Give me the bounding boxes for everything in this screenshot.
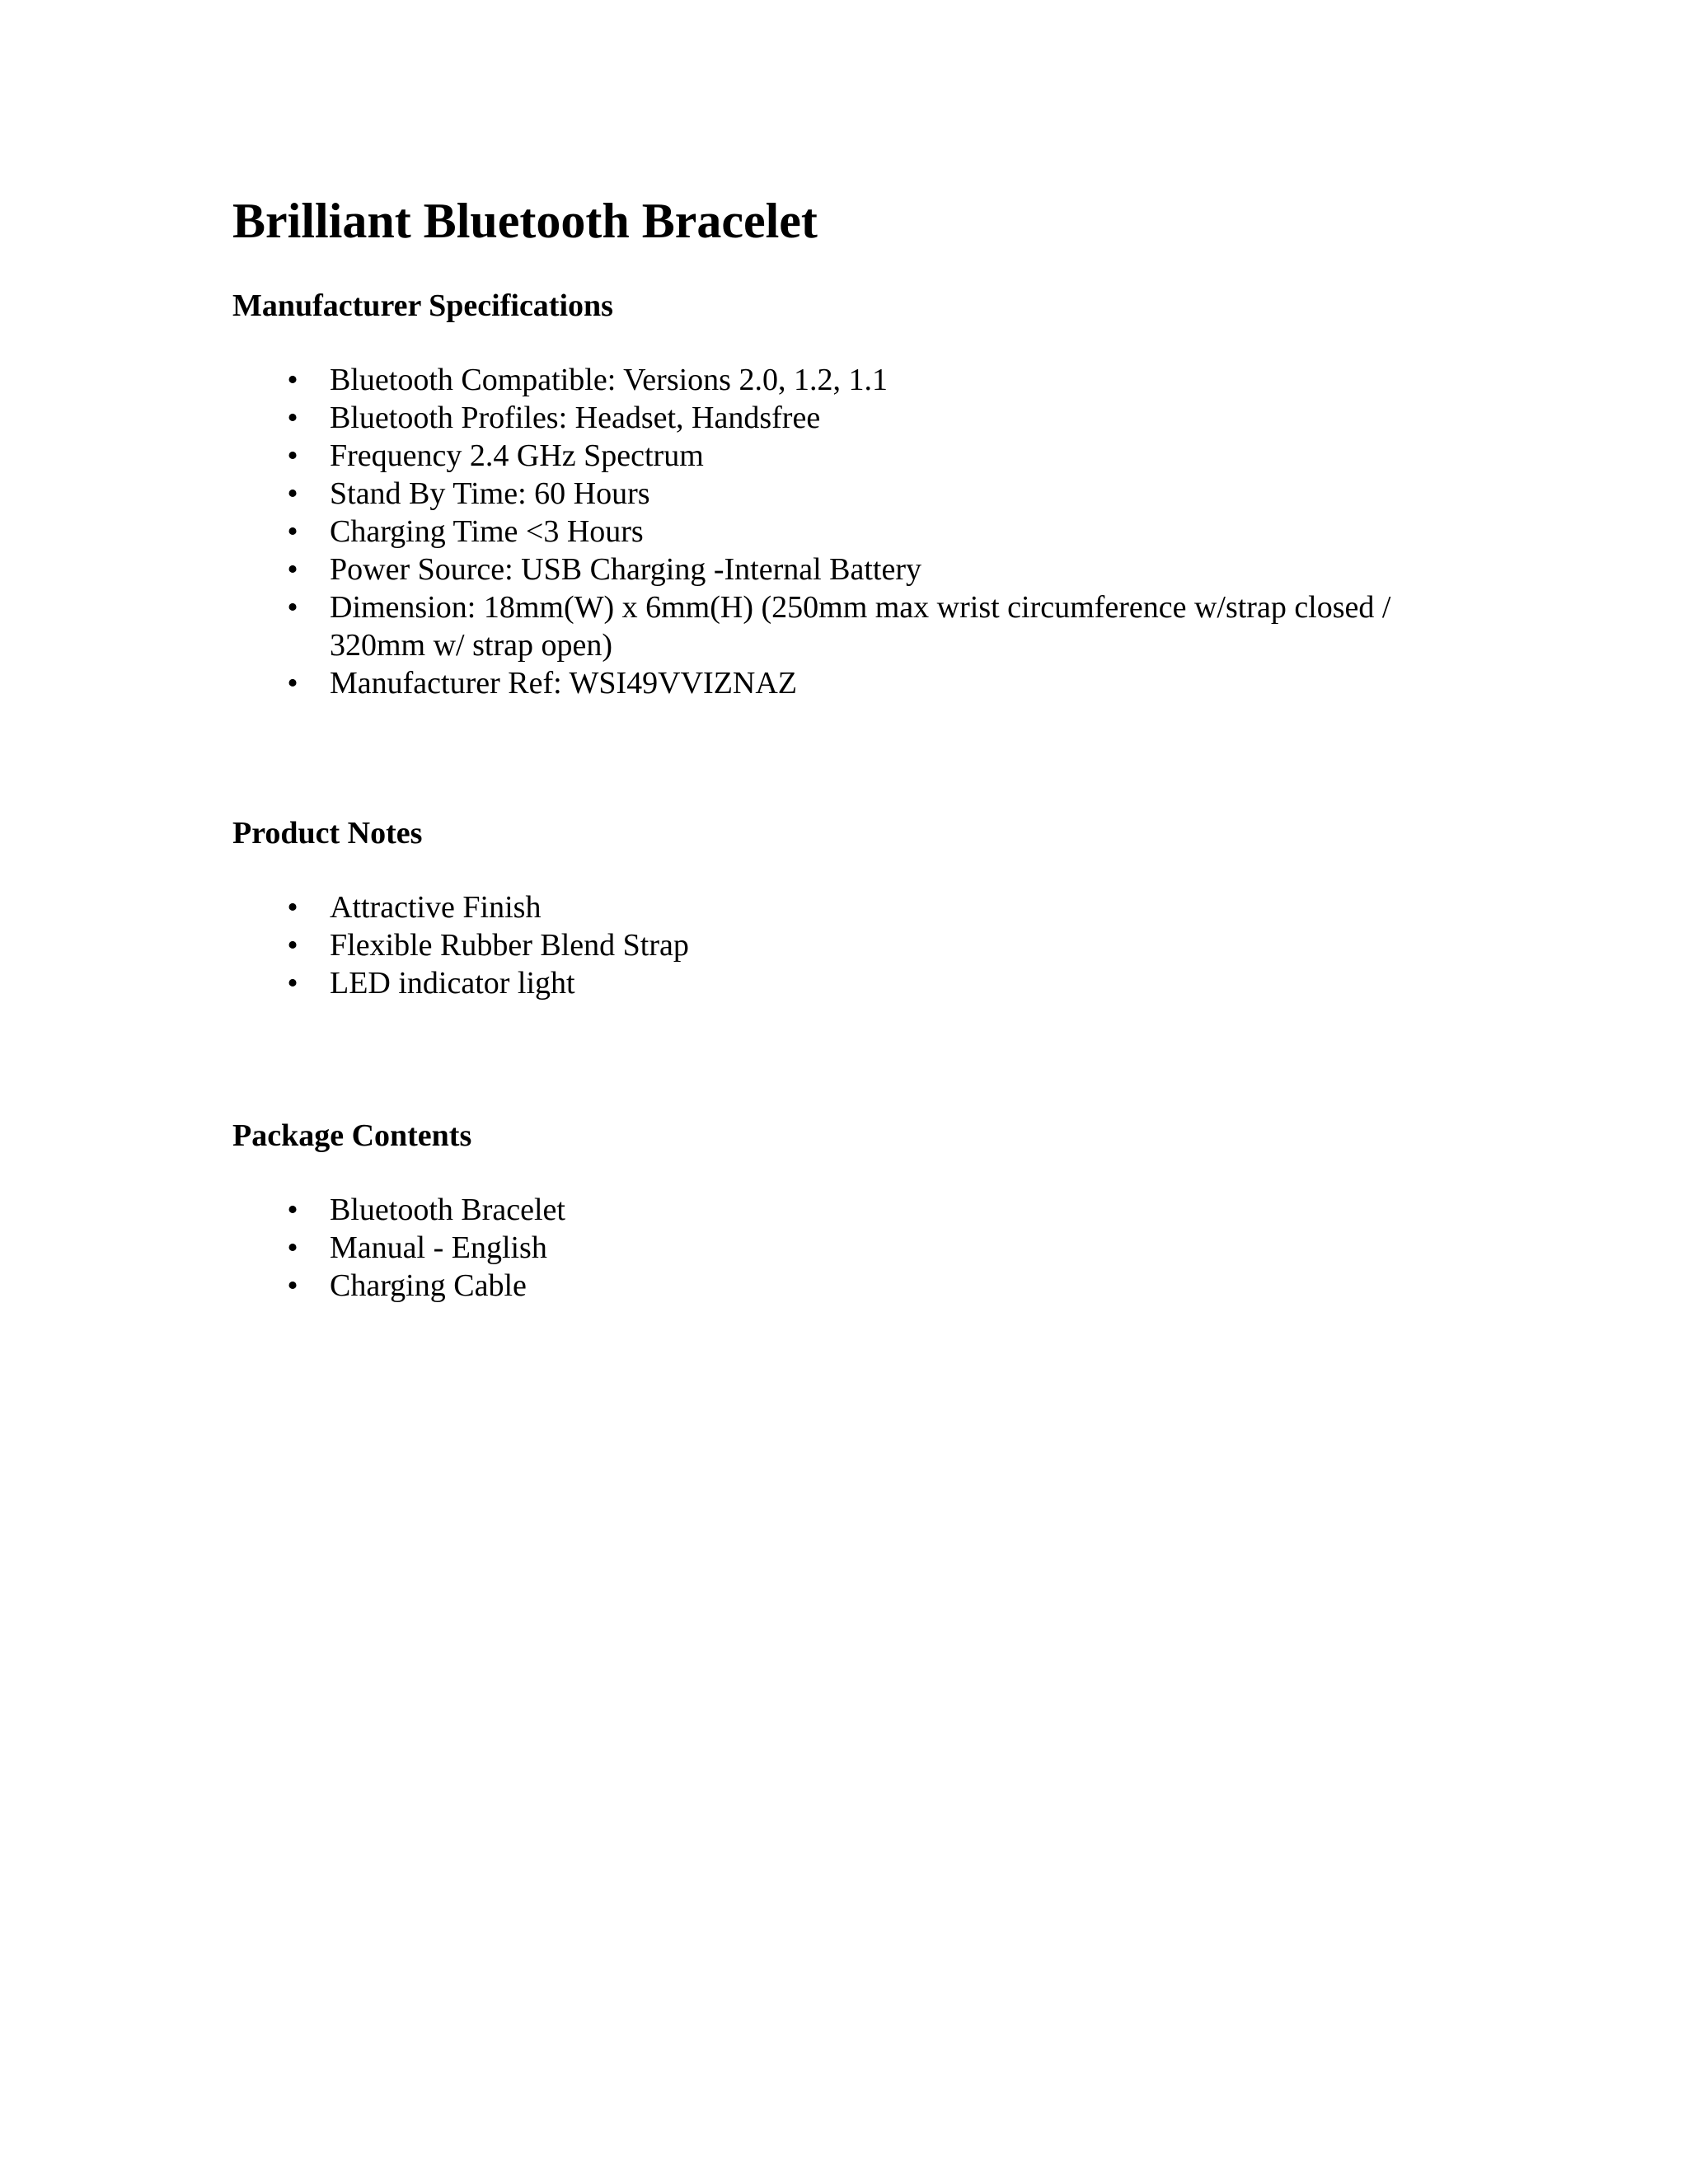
list-item-text: Manufacturer Ref: WSI49VVIZNAZ bbox=[330, 666, 798, 701]
manufacturer-specifications-list bbox=[232, 361, 1469, 702]
list-item bbox=[232, 1267, 1469, 1305]
package-contents-list bbox=[232, 1191, 1469, 1305]
bullet-icon: • bbox=[287, 1193, 298, 1227]
list-item-text: Power Source: USB Charging -Internal Battery bbox=[330, 552, 921, 587]
list-item bbox=[232, 361, 1469, 399]
list-item-text: Charging Cable bbox=[330, 1268, 527, 1303]
bullet-icon: • bbox=[287, 1268, 298, 1303]
bullet-icon: • bbox=[287, 928, 298, 963]
product-notes-list bbox=[232, 888, 1469, 1002]
page-title: Brilliant Bluetooth Bracelet bbox=[232, 194, 818, 248]
list-item-text: Frequency 2.4 GHz Spectrum bbox=[330, 438, 704, 473]
list-item-text: Bluetooth Profiles: Headset, Handsfree bbox=[330, 401, 821, 435]
list-item-text: Attractive Finish bbox=[330, 890, 542, 925]
list-item-text: Bluetooth Bracelet bbox=[330, 1193, 565, 1227]
list-item bbox=[232, 588, 1469, 664]
list-item bbox=[232, 1191, 1469, 1229]
list-item bbox=[232, 926, 1469, 964]
section-heading-product-notes: Product Notes bbox=[232, 816, 423, 851]
bullet-icon: • bbox=[287, 476, 298, 511]
bullet-icon: • bbox=[287, 438, 298, 473]
list-item bbox=[232, 1229, 1469, 1267]
list-item bbox=[232, 664, 1469, 702]
list-item bbox=[232, 475, 1469, 513]
bullet-icon: • bbox=[287, 1230, 298, 1265]
list-item-text: Charging Time <3 Hours bbox=[330, 514, 644, 549]
bullet-icon: • bbox=[287, 966, 298, 1001]
list-item bbox=[232, 964, 1469, 1002]
list-item bbox=[232, 888, 1469, 926]
list-item bbox=[232, 551, 1469, 588]
list-item-text: Stand By Time: 60 Hours bbox=[330, 476, 650, 511]
list-item bbox=[232, 513, 1469, 551]
list-item-text: Manual - English bbox=[330, 1230, 547, 1265]
bullet-icon: • bbox=[287, 552, 298, 587]
list-item-text: Bluetooth Compatible: Versions 2.0, 1.2, 1.1 bbox=[330, 363, 888, 397]
list-item bbox=[232, 399, 1469, 437]
bullet-icon: • bbox=[287, 890, 298, 925]
bullet-icon: • bbox=[287, 363, 298, 397]
bullet-icon: • bbox=[287, 401, 298, 435]
bullet-icon: • bbox=[287, 514, 298, 549]
bullet-icon: • bbox=[287, 666, 298, 701]
section-heading-manufacturer-specifications: Manufacturer Specifications bbox=[232, 288, 613, 323]
list-item bbox=[232, 437, 1469, 475]
list-item-text: LED indicator light bbox=[330, 966, 575, 1001]
list-item-text: Dimension: 18mm(W) x 6mm(H) (250mm max wrist circumference w/strap closed / 320mm w/ strap open) bbox=[330, 590, 1391, 663]
bullet-icon: • bbox=[287, 590, 298, 625]
section-heading-package-contents: Package Contents bbox=[232, 1118, 472, 1153]
list-item-text: Flexible Rubber Blend Strap bbox=[330, 928, 689, 963]
